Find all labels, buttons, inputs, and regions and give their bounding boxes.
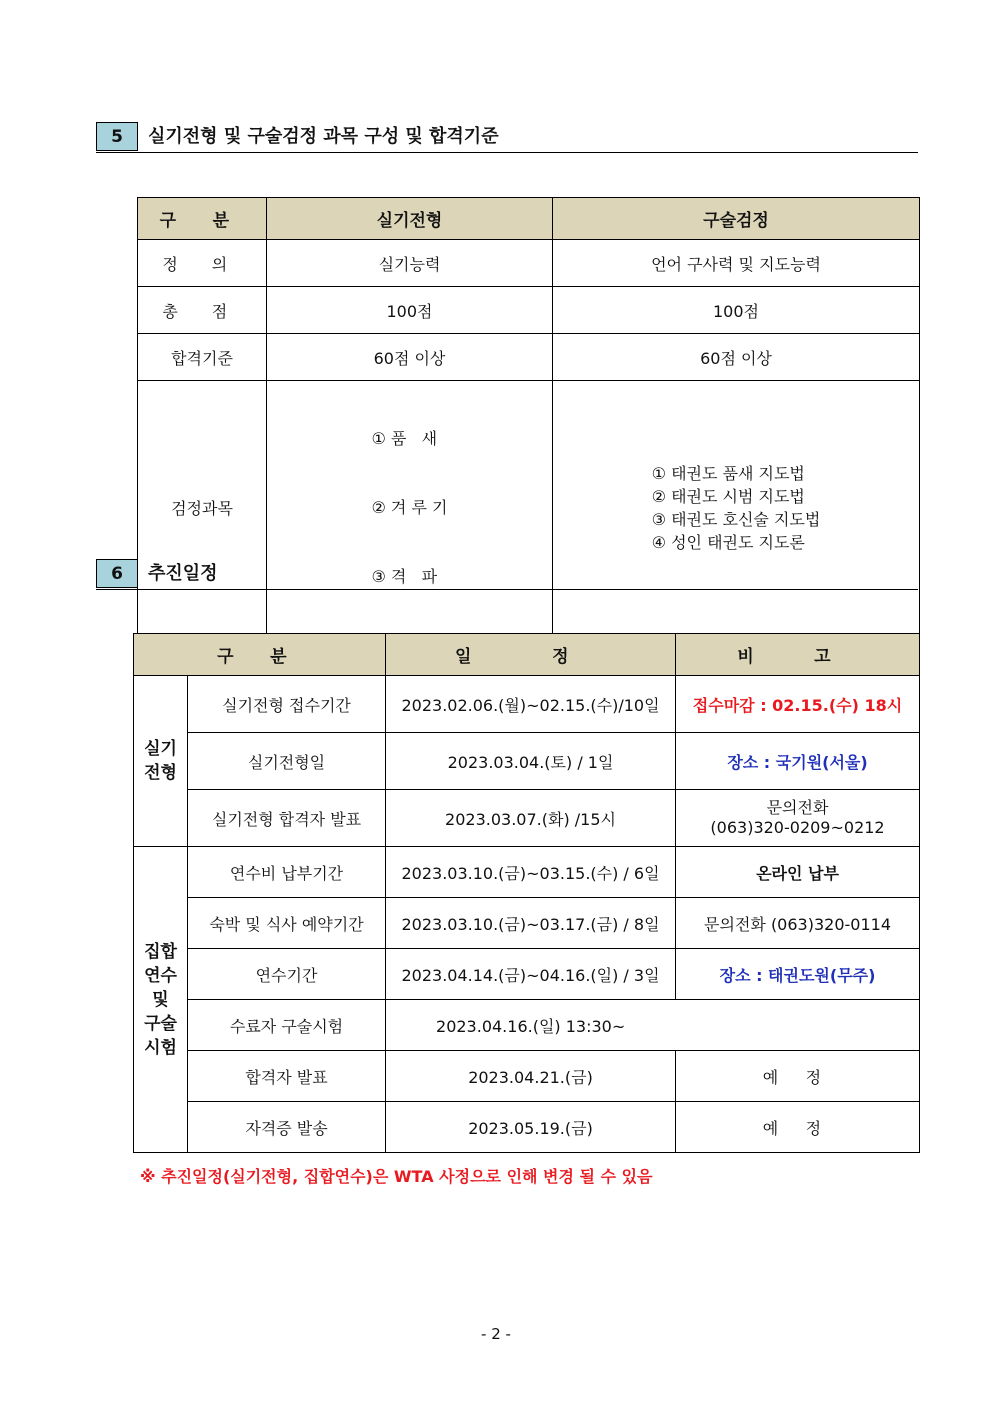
remark-cell: 장소 : 태권도원(무주): [676, 949, 920, 1000]
item-cell: 실기전형일: [188, 733, 386, 790]
remark-cell: 문의전화 (063)320-0209~0212: [676, 790, 920, 847]
table-row: [134, 676, 920, 733]
schedule-cell: 2023.03.04.(토) / 1일: [386, 733, 676, 790]
schedule-cell: 2023.03.10.(금)~03.17.(금) / 8일: [386, 898, 676, 949]
header-remarks: 비 고: [676, 634, 920, 676]
practical-total: 100점: [267, 287, 553, 334]
schedule-cell: 2023.05.19.(금): [386, 1102, 676, 1153]
list-item: ③ 태권도 호신술 지도법: [651, 509, 821, 529]
table-row: [138, 240, 920, 287]
remark-cell: 문의전화 (063)320-0114: [676, 898, 920, 949]
table-row: [134, 898, 920, 949]
schedule-cell: 2023.02.06.(월)~02.15.(수)/10일: [386, 676, 676, 733]
header-category: 구 분: [138, 198, 267, 240]
schedule-cell: 2023.04.21.(금): [386, 1051, 676, 1102]
row-label-total: 총 점: [138, 287, 267, 334]
remark-cell: 장소 : 국기원(서울): [676, 733, 920, 790]
section-6-number: 6: [96, 559, 138, 588]
oral-definition: 언어 구사력 및 지도능력: [553, 240, 920, 287]
item-cell: 실기전형 접수기간: [188, 676, 386, 733]
section-6-header: [96, 559, 918, 590]
table-row: [138, 381, 920, 635]
group-practical-exam: 실기 전형: [134, 676, 188, 847]
table-row: [138, 334, 920, 381]
oral-subjects: [553, 381, 920, 635]
list-item: ② 태권도 시범 지도법: [651, 486, 805, 506]
item-cell: 수료자 구술시험: [188, 1000, 386, 1051]
schedule-cell: 2023.03.10.(금)~03.15.(수) / 6일: [386, 847, 676, 898]
table-row: [134, 1051, 920, 1102]
table-row: [134, 847, 920, 898]
header-schedule: 일 정: [386, 634, 676, 676]
table-row: [134, 949, 920, 1000]
header-practical: 실기전형: [267, 198, 553, 240]
header-oral: 구술검정: [553, 198, 920, 240]
section-5-number: 5: [96, 122, 138, 151]
table-row: [134, 733, 920, 790]
table-row: [134, 790, 920, 847]
row-label-subjects: 검정과목: [138, 381, 267, 635]
remark-cell: 예 정: [676, 1102, 920, 1153]
row-label-definition: 정 의: [138, 240, 267, 287]
section-5-header: [96, 122, 918, 153]
section-5-title: 실기전형 및 구술검정 과목 구성 및 합격기준: [148, 126, 499, 147]
remark-cell: 온라인 납부: [676, 847, 920, 898]
section-6-title: 추진일정: [148, 563, 218, 584]
item-cell: 연수기간: [188, 949, 386, 1000]
practical-subjects: [267, 381, 553, 635]
schedule-cell: 2023.03.07.(화) /15시: [386, 790, 676, 847]
schedule-footnote: ※ 추진일정(실기전형, 집합연수)은 WTA 사정으로 인해 변경 될 수 있음: [140, 1167, 653, 1186]
table-row: [138, 287, 920, 334]
list-item: ③ 격 파: [371, 567, 438, 586]
table-row: [134, 1000, 920, 1051]
header-category: 구 분: [134, 634, 386, 676]
item-cell: 연수비 납부기간: [188, 847, 386, 898]
item-cell: 합격자 발표: [188, 1051, 386, 1102]
table-row: [134, 1102, 920, 1153]
practical-definition: 실기능력: [267, 240, 553, 287]
remark-cell: 접수마감 : 02.15.(수) 18시: [676, 676, 920, 733]
list-item: ① 품 새: [371, 429, 438, 448]
item-cell: 실기전형 합격자 발표: [188, 790, 386, 847]
practical-pass-criteria: 60점 이상: [267, 334, 553, 381]
schedule-cell: 2023.04.16.(일) 13:30~: [386, 1000, 920, 1051]
list-item: ② 겨 루 기: [371, 498, 448, 517]
item-cell: 자격증 발송: [188, 1102, 386, 1153]
schedule-cell: 2023.04.14.(금)~04.16.(일) / 3일: [386, 949, 676, 1000]
oral-total: 100점: [553, 287, 920, 334]
group-training-oral-exam: 집합 연수 및 구술 시험: [134, 847, 188, 1153]
oral-pass-criteria: 60점 이상: [553, 334, 920, 381]
page-number: - 2 -: [481, 1325, 511, 1343]
item-cell: 숙박 및 식사 예약기간: [188, 898, 386, 949]
schedule-table: [133, 633, 920, 1153]
list-item: ④ 성인 태권도 지도론: [651, 532, 805, 552]
remark-cell: 예 정: [676, 1051, 920, 1102]
list-item: ① 태권도 품새 지도법: [651, 463, 805, 483]
row-label-pass-criteria: 합격기준: [138, 334, 267, 381]
